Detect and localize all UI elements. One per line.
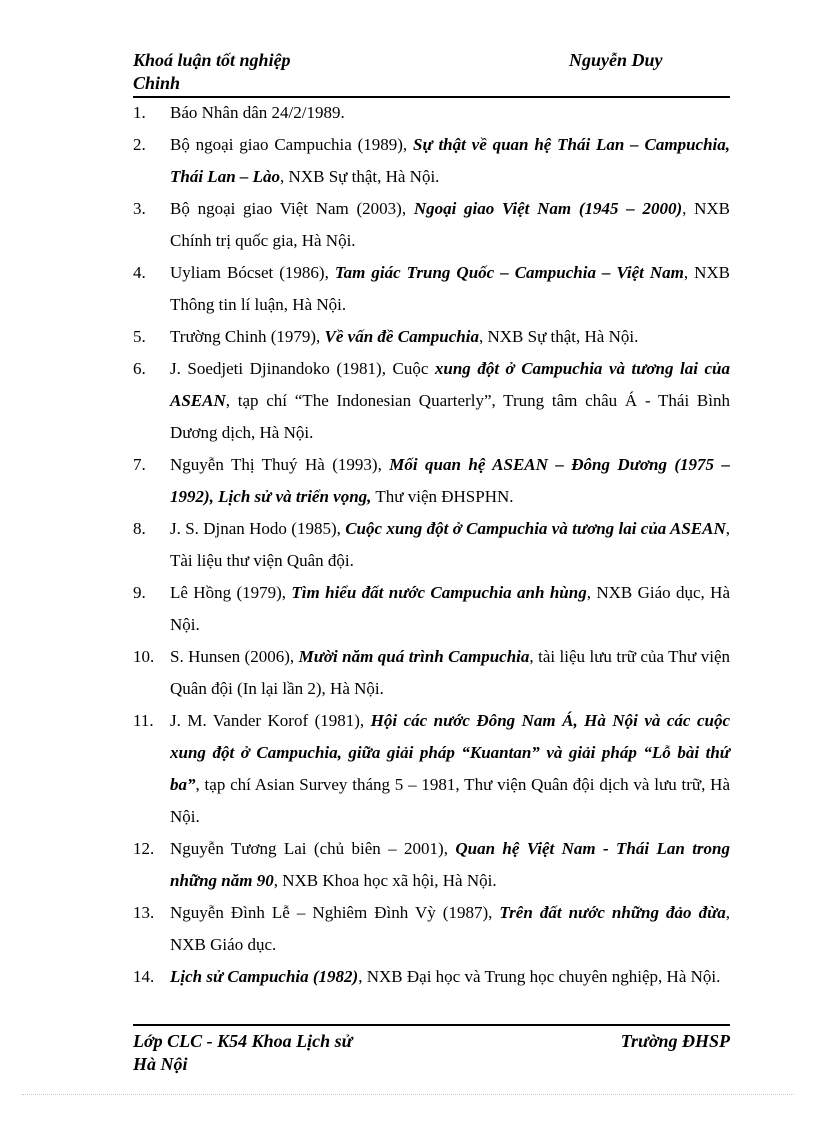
reference-number: 8. [133,519,146,538]
reference-publisher: Thư viện ĐHSPHN. [371,487,514,506]
reference-publisher: , tạp chí “The Indonesian Quarterly”, Trung tâm châu Á - Thái Bình Dương dịch, Hà Nội. [170,391,730,442]
reference-number: 4. [133,263,146,282]
reference-number: 1. [133,103,146,122]
reference-publisher: , NXB Thông tin lí luận, Hà Nội. [170,263,730,314]
reference-item [133,257,730,321]
reference-author-year: J. M. Vander Korof (1981), [170,711,371,730]
footer-city: Hà Nội [133,1054,188,1074]
reference-list [133,97,730,993]
reference-number: 9. [133,583,146,602]
reference-title: Mối quan hệ ASEAN – Đông Dương (1975 – 1992), Lịch sử và triển vọng, [170,455,730,506]
reference-author-year: Trường Chinh (1979), [170,327,325,346]
reference-title: Cuộc xung đột ở Campuchia và tương lai của ASEAN [345,519,726,538]
reference-number: 7. [133,455,146,474]
reference-publisher: , NXB Khoa học xã hội, Hà Nội. [273,871,497,890]
header-author-name-cont: Chinh [133,73,181,93]
reference-author-year: Nguyễn Thị Thuý Hà (1993), [170,455,390,474]
reference-title: Quan hệ Việt Nam - Thái Lan trong những năm 90 [170,839,730,890]
reference-number: 12. [133,839,155,858]
reference-title: Tìm hiểu đất nước Campuchia anh hùng [291,583,587,602]
reference-title: xung đột ở Campuchia và tương lai của ASEAN [170,359,730,410]
reference-publisher: , NXB Chính trị quốc gia, Hà Nội. [170,199,730,250]
reference-author-year: Bộ ngoại giao Việt Nam (2003), [170,199,414,218]
reference-publisher: , Tài liệu thư viện Quân đội. [170,519,730,570]
reference-title: Lịch sử Campuchia (1982) [170,967,359,986]
footer-university: Trường ĐHSP [620,1031,730,1051]
page-header [133,49,730,95]
reference-title: Mười năm quá trình Campuchia [298,647,530,666]
reference-item [133,641,730,705]
reference-number: 6. [133,359,146,378]
reference-title: Về vấn đề Campuchia [324,327,479,346]
reference-author-year: S. Hunsen (2006), [170,647,299,666]
header-thesis-title: Khoá luận tốt nghiệp [133,50,291,70]
reference-item [133,353,730,449]
reference-title: Sự thật về quan hệ Thái Lan – Campuchia, Thái Lan – Lào [170,135,730,186]
reference-author-year: Lê Hồng (1979), [170,583,292,602]
reference-item [133,897,730,961]
reference-number: 5. [133,327,146,346]
reference-publisher: , NXB Giáo dục. [170,903,731,954]
reference-number: 14. [133,967,155,986]
reference-number: 2. [133,135,146,154]
reference-author-year: Báo Nhân dân 24/2/1989. [170,103,345,122]
reference-author-year: Nguyễn Đình Lễ – Nghiêm Đình Vỳ (1987), [170,903,500,922]
header-author-name: Nguyễn Duy [569,50,663,70]
reference-item [133,833,730,897]
reference-item [133,513,730,577]
reference-item [133,129,730,193]
reference-number: 10. [133,647,155,666]
reference-publisher: , tài liệu lưu trữ của Thư viện Quân đội (In lại lần 2), Hà Nội. [170,647,730,698]
reference-item [133,193,730,257]
reference-number: 3. [133,199,146,218]
reference-publisher: , NXB Đại học và Trung học chuyên nghiệp, Hà Nội. [358,967,721,986]
footer-class-info: Lớp CLC - K54 Khoa Lịch sử [133,1031,353,1051]
reference-publisher: , NXB Sự thật, Hà Nội. [280,167,440,186]
reference-number: 13. [133,903,155,922]
page-boundary-divider [22,1094,794,1095]
reference-title: Tam giác Trung Quốc – Campuchia – Việt Nam [334,263,684,282]
reference-item [133,705,730,833]
reference-item [133,321,730,353]
reference-author-year: Bộ ngoại giao Campuchia (1989), [170,135,413,154]
reference-author-year: J. Soedjeti Djinandoko (1981), Cuộc [170,359,435,378]
page-footer [133,1030,730,1076]
reference-author-year: Nguyễn Tương Lai (chủ biên – 2001), [170,839,456,858]
reference-title: Ngoại giao Việt Nam (1945 – 2000) [413,199,683,218]
reference-publisher: , NXB Giáo dục, Hà Nội. [170,583,730,634]
reference-author-year: J. S. Djnan Hodo (1985), [170,519,346,538]
reference-title: Trên đất nước những đảo đừa [499,903,726,922]
reference-number: 11. [133,711,154,730]
reference-publisher: , NXB Sự thật, Hà Nội. [478,327,639,346]
reference-title: Hội các nước Đông Nam Á, Hà Nội và các cuộc xung đột ở Campuchia, giữa giải pháp “Kuantan” và giải pháp “Lỗ bài thứ ba” [170,711,730,794]
reference-publisher: , tạp chí Asian Survey tháng 5 – 1981, Thư viện Quân đội dịch và lưu trữ, Hà Nội. [170,775,730,826]
footer-rule [133,1024,730,1026]
reference-item [133,97,730,129]
reference-item [133,449,730,513]
reference-item [133,961,730,993]
reference-author-year: Uyliam Bócset (1986), [170,263,335,282]
reference-item [133,577,730,641]
